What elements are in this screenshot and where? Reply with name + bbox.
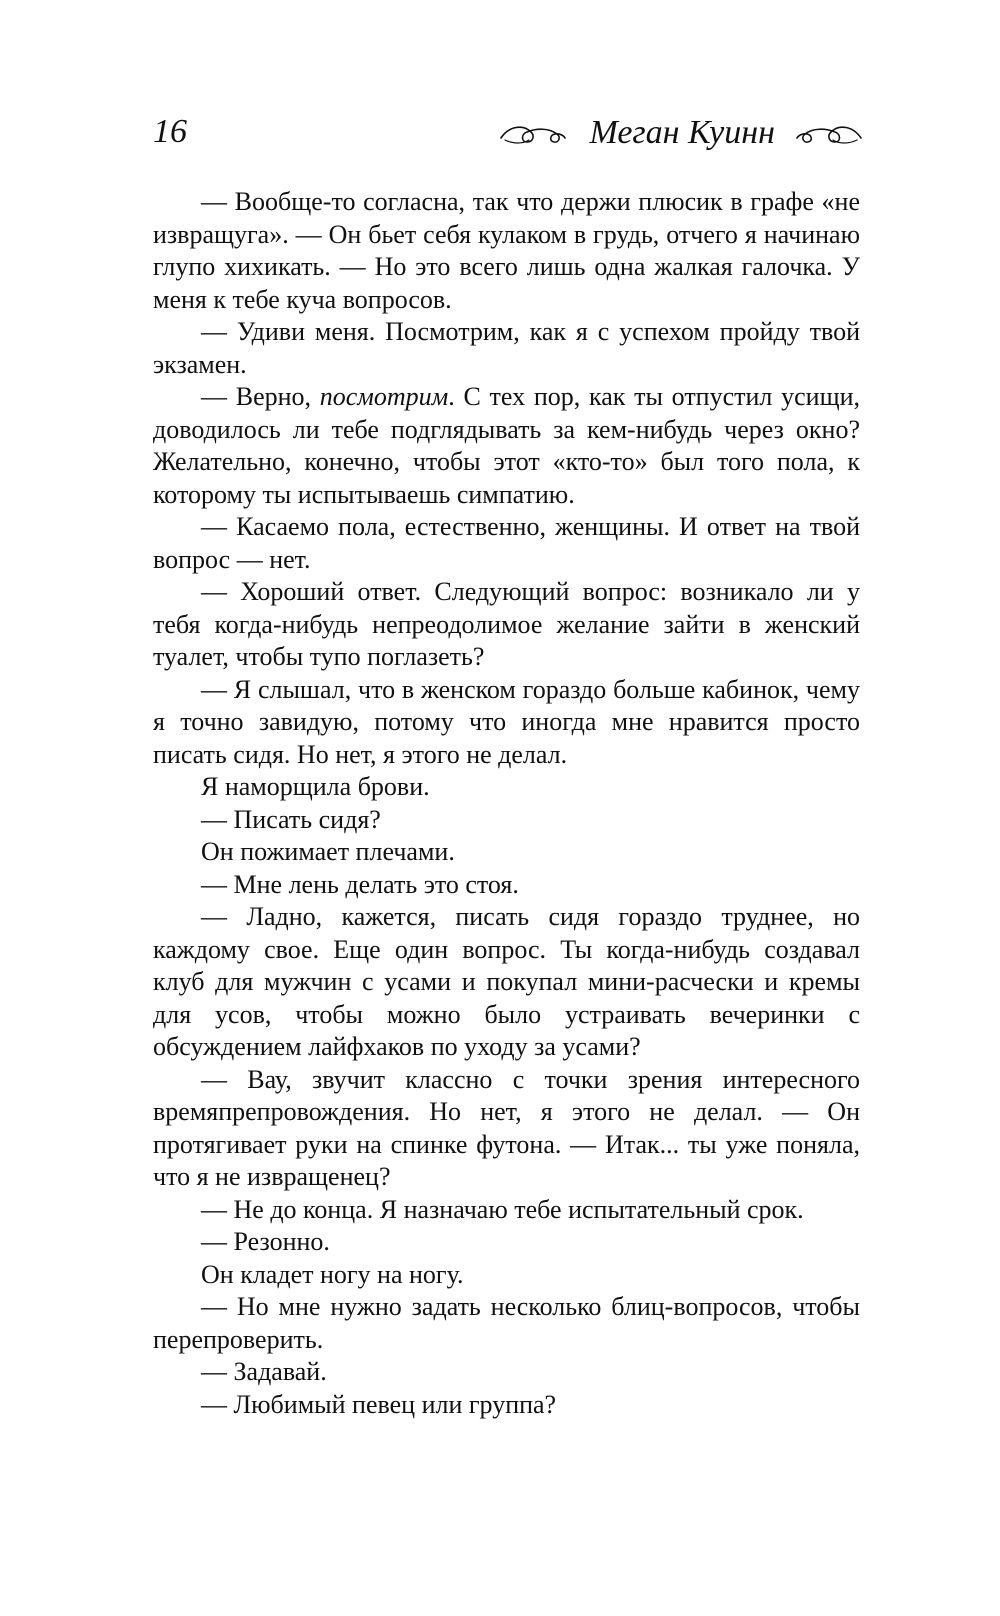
paragraph: — Но мне нужно задать несколько блиц-вопросов, чтобы перепроверить. (153, 1292, 860, 1354)
paragraph: — Хороший ответ. Следующий вопрос: возникало ли у тебя когда-нибудь непреодолимое желание зайти в женский туалет, чтобы тупо поглазеть? (153, 577, 860, 671)
paragraph: — Резонно. (201, 1227, 330, 1256)
paragraph: — Я слышал, что в женском гораздо больше кабинок, чему я точно завидую, потому что иногда мне нравится просто писать сидя. Но нет, я этого не делал. (153, 674, 860, 769)
paragraph: Он кладет ногу на ногу. (201, 1259, 464, 1289)
paragraph: — Удиви меня. Посмотрим, как я с успехом пройду твой экзамен. (153, 317, 860, 379)
paragraph: — Писать сидя? (201, 804, 381, 834)
paragraph-text: — Верно, (201, 382, 320, 411)
left-swirl-ornament-icon (499, 120, 567, 146)
paragraph: — Задавай. (201, 1357, 327, 1386)
paragraph: — Не до конца. Я назначаю тебе испытательный срок. (201, 1194, 804, 1224)
paragraph: Он пожимает плечами. (201, 837, 455, 866)
paragraph: — Касаемо пола, естественно, женщины. И ответ на твой вопрос — нет. (153, 512, 860, 574)
page-number: 16 (153, 113, 187, 150)
paragraph: — Вообще-то согласна, так что держи плюсик в графе «не извращуга». — Он бьет себя кулаком в грудь, отчего я начинаю глупо хихикать. — Но это всего лишь одна жалкая галочка. У меня к тебе куча вопросов. (153, 187, 860, 314)
paragraph-text: . С тех пор, как ты отпустил усищи, доводилось ли тебе подглядывать за кем-нибудь через окно? Желательно, конечно, чтобы этот «кто-то» был того пола, к которому ты испытываешь симпатию. (153, 382, 861, 509)
running-header (153, 108, 863, 158)
paragraph: — Мне лень делать это стоя. (201, 869, 519, 899)
author-group (499, 108, 863, 158)
paragraph: — Вау, звучит классно с точки зрения интересного времяпрепровождения. Но нет, я этого не делал. — Он протягивает руки на спинке футона. — Итак... ты уже поняла, что я не извращенец? (153, 1064, 860, 1191)
body-text (153, 186, 860, 1421)
author-name: Меган Куинн (589, 114, 775, 151)
emphasized-word: посмотрим (319, 382, 449, 411)
paragraph: — Любимый певец или группа? (201, 1389, 557, 1419)
right-swirl-ornament-icon (795, 120, 863, 146)
paragraph: — Ладно, кажется, писать сидя гораздо труднее, но каждому свое. Еще один вопрос. Ты когда-нибудь создавал клуб для мужчин с усами и покупал мини-расчески и кремы для усов, чтобы можно было устраивать вечеринки с обсуждением лайфхаков по уходу за усами? (153, 902, 860, 1061)
paragraph: Я наморщила брови. (201, 772, 430, 801)
paragraph (153, 381, 860, 511)
